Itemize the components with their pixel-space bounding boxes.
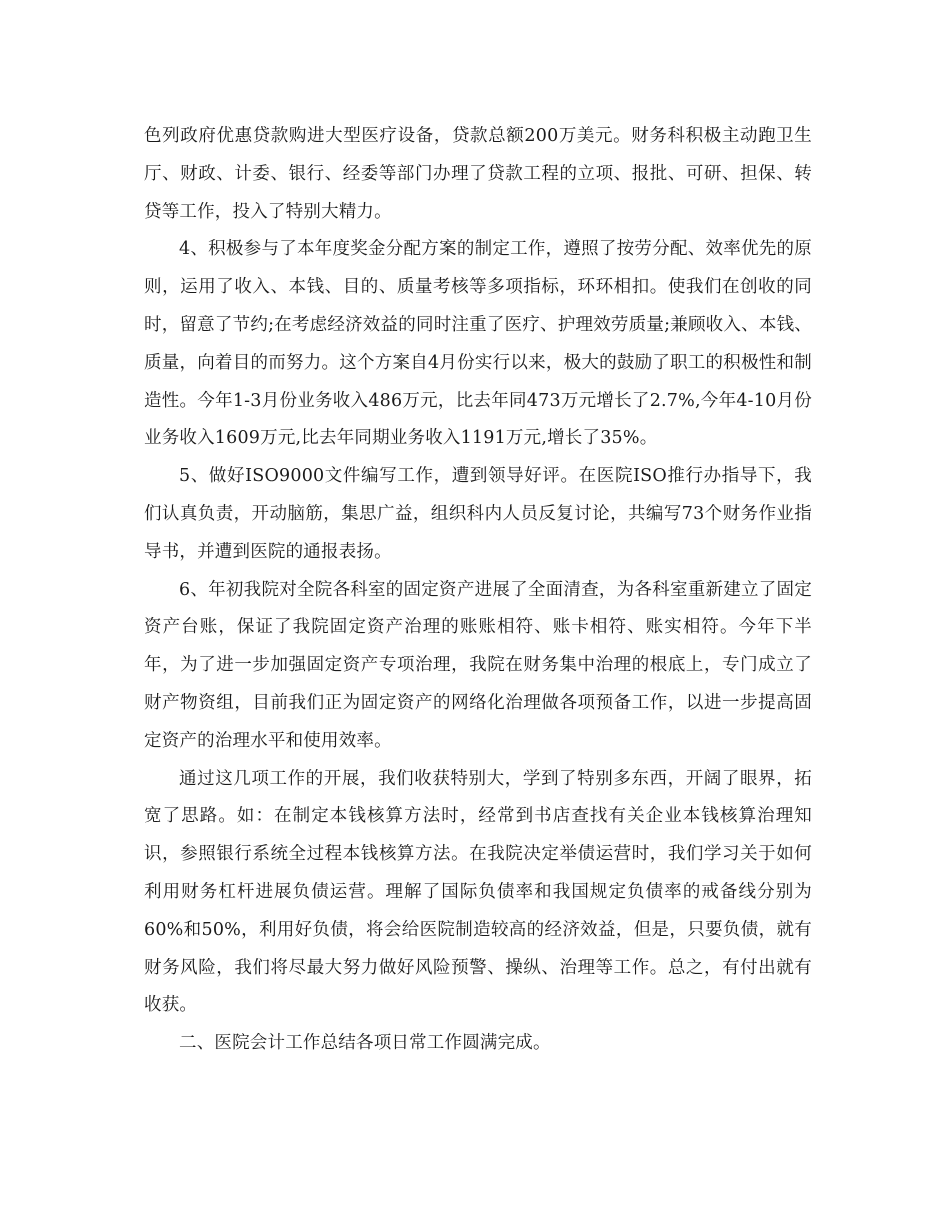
paragraph-section-two-heading: 二、医院会计工作总结各项日常工作圆满完成。 [179, 1033, 551, 1054]
paragraph-gains: 通过这几项工作的开展，我们收获特别大，学到了特别多东西，开阔了眼界，拓宽了思路。如：在制定本钱核算方法时，经常到书店查找有关企业本钱核算治理知识，参照银行系统全过程本钱核算方法。在我院决定举债运营时，我们学习关于如何利用财务杠杆进展负债运营。理解了国际负债率和我国规定负债率的戒备线分别为60%和50%，利用好负债，将会给医院制造较高的经济效益，但是，只要负债，就有财务风险，我们将尽最大努力做好风险预警、操纵、治理等工作。总之，有付出就有收获。 [144, 768, 812, 1016]
paragraph-fixed-assets: 6、年初我院对全院各科室的固定资产进展了全面清查，为各科室重新建立了固定资产台账，保证了我院固定资产治理的账账相符、账卡相符、账实相符。今年下半年，为了进一步加强固定资产专项治理，我院在财务集中治理的根底上，专门成立了财产物资组，目前我们正为固定资产的网络化治理做各项预备工作，以进一步提高固定资产的治理水平和使用效率。 [144, 579, 812, 751]
paragraph-iso9000: 5、做好ISO9000文件编写工作，遭到领导好评。在医院ISO推行办指导下，我们认真负责，开动脑筋，集思广益，组织科内人员反复讨论，共编写73个财务作业指导书，并遭到医院的通报表扬。 [144, 466, 812, 562]
paragraph-loan: 色列政府优惠贷款购进大型医疗设备，贷款总额200万美元。财务科积极主动跑卫生厅、财政、计委、银行、经委等部门办理了贷款工程的立项、报批、可研、担保、转贷等工作，投入了特别大精力。 [144, 126, 812, 222]
paragraph-bonus-plan: 4、积极参与了本年度奖金分配方案的制定工作，遵照了按劳分配、效率优先的原则，运用了收入、本钱、目的、质量考核等多项指标，环环相扣。使我们在创收的同时，留意了节约;在考虑经济效益的同时注重了医疗、护理效劳质量;兼顾收入、本钱、质量，向着目的而努力。这个方案自4月份实行以来，极大的鼓励了职工的积极性和制造性。今年1-3月份业务收入486万元，比去年同473万元增长了2.7%,今年4-10月份业务收入1609万元,比去年同期业务收入1191万元,增长了35%。 [144, 239, 812, 449]
document-body [144, 118, 812, 1063]
